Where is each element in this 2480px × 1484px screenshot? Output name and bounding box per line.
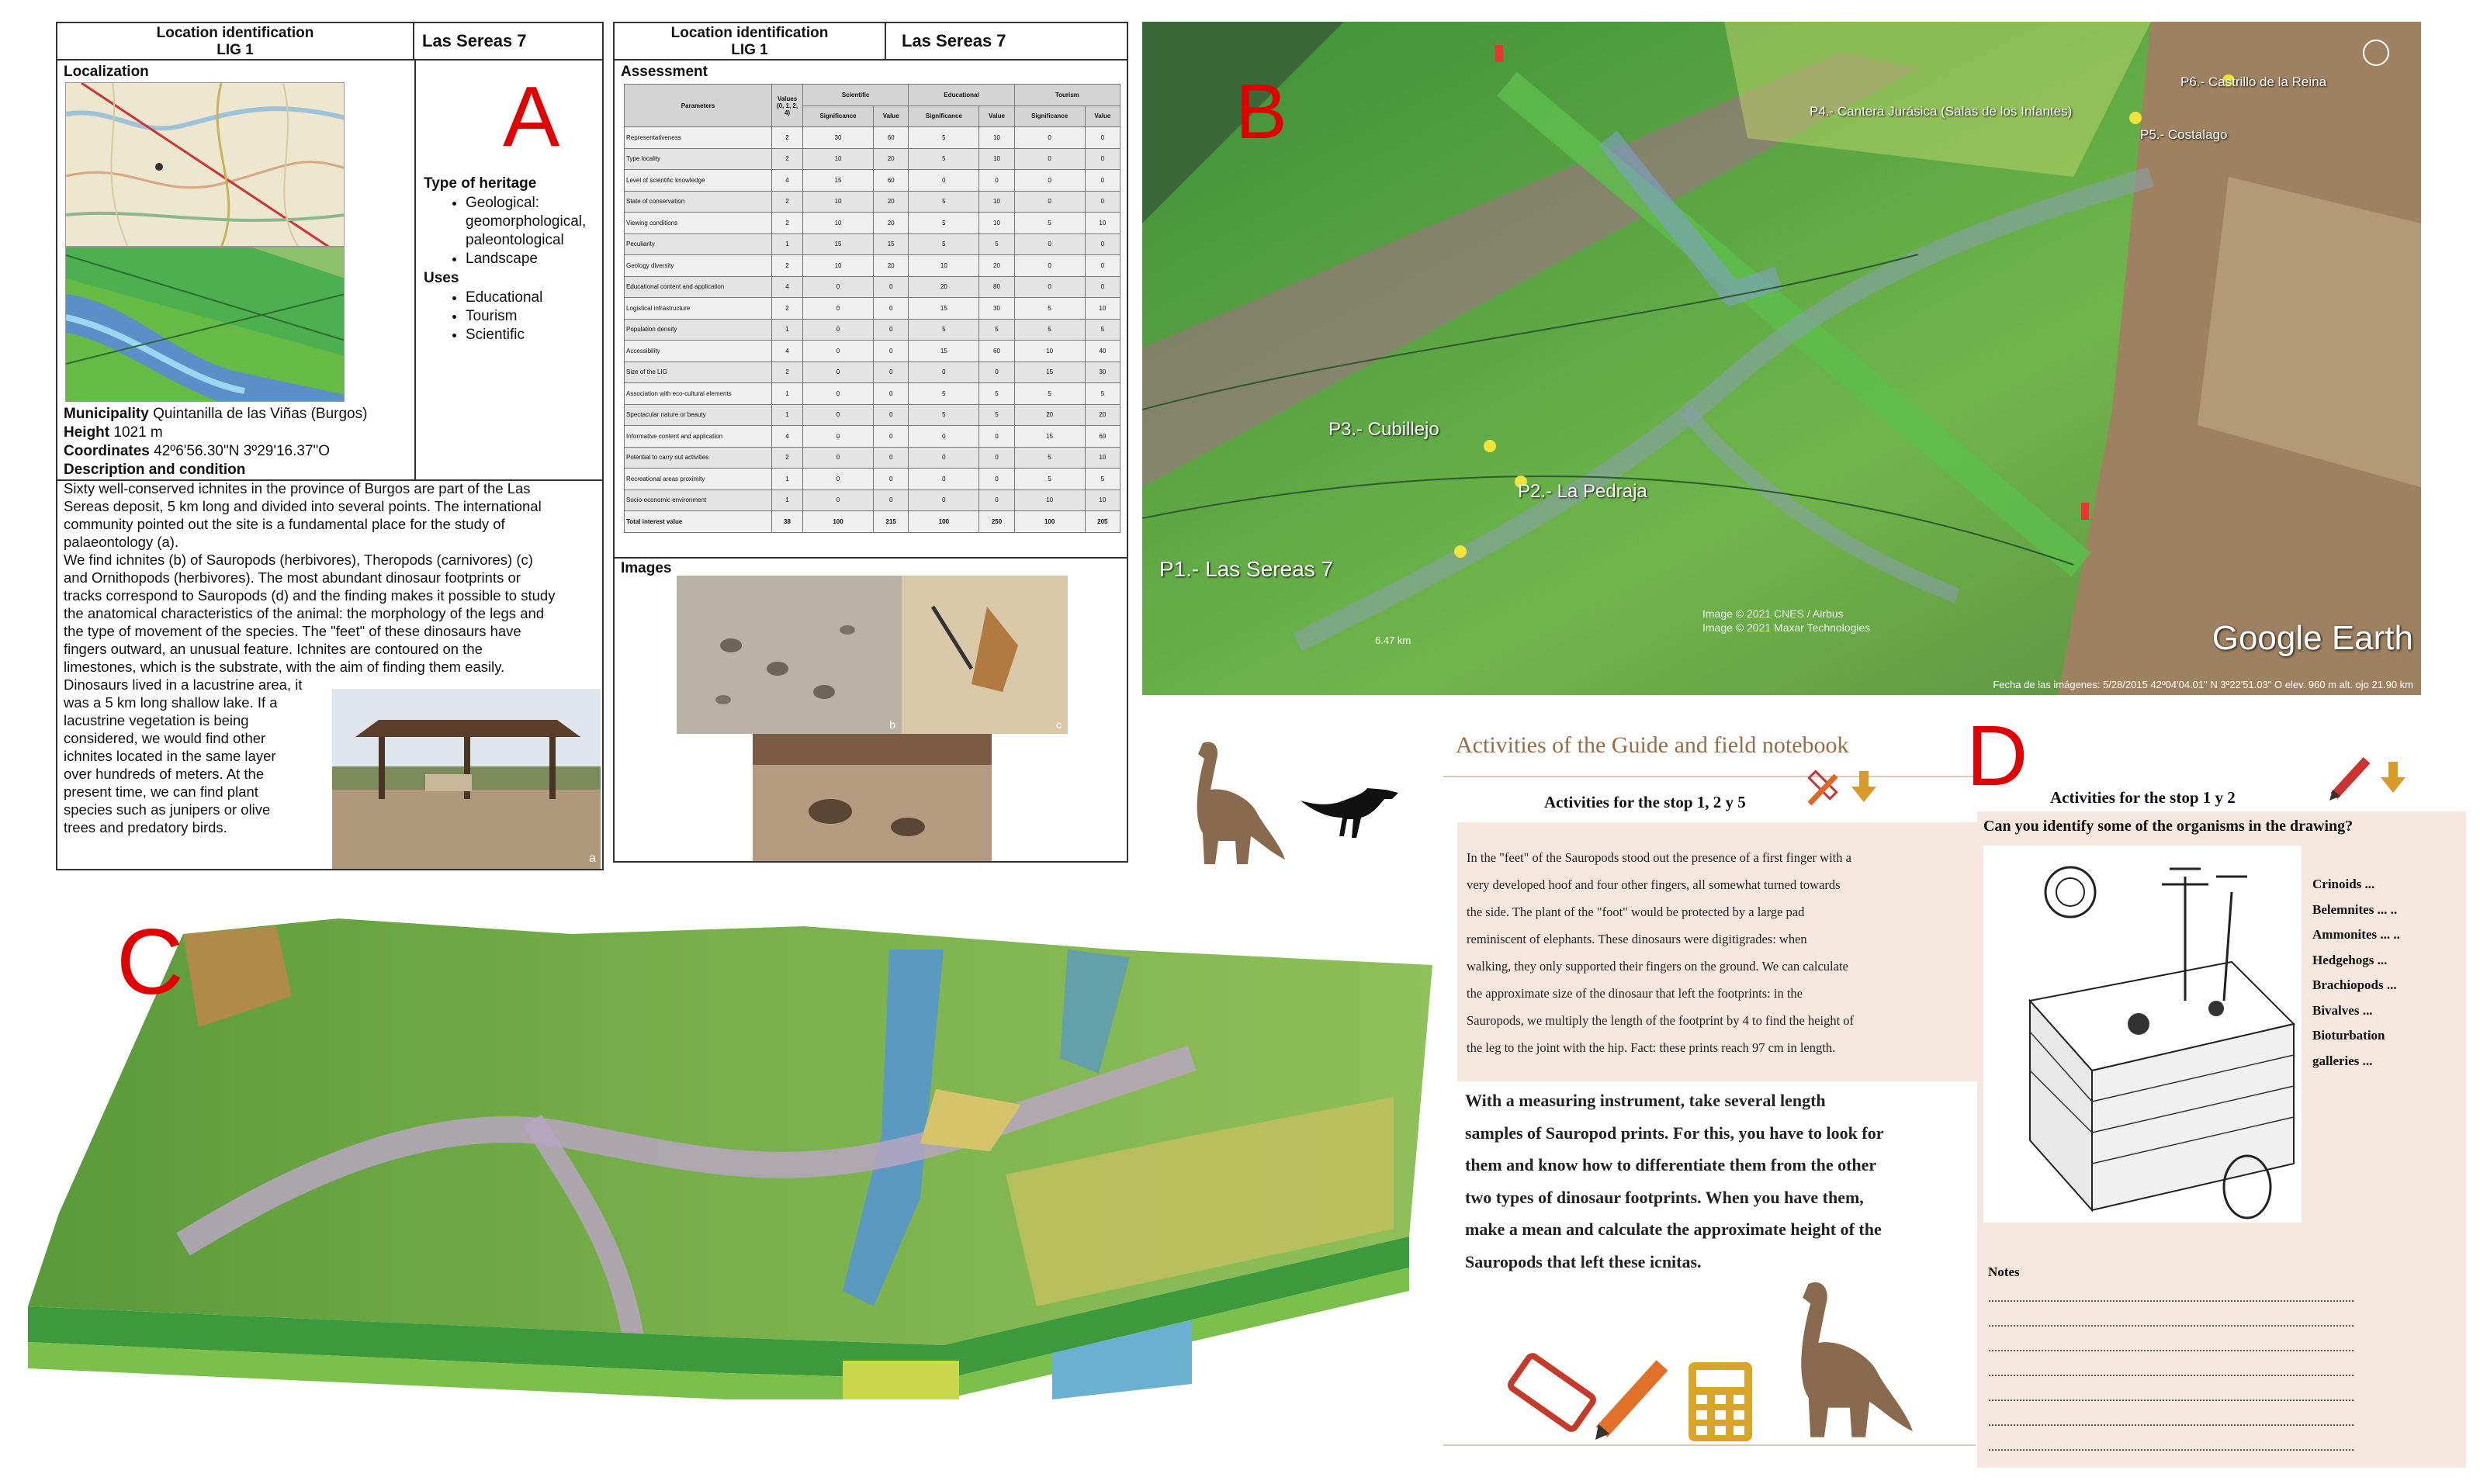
organism-item: Bioturbation (2312, 1028, 2385, 1043)
google-earth-view[interactable] (1142, 22, 2421, 695)
sauropod-feet-text: In the "feet" of the Sauropods stood out the presence of a first finger with a very developed hoof and four other fingers, all somewhat turned towards the side. The plant of the "foot" would be protected by a large pad reminiscent of elephants. These dinosaurs were digitigrades: when walking, they only supported their fingers on the ground. We can calculate the approximate size of the dinosaur that left the footprints: in the Sauropods, we multiply the length of the footprint by 4 to find the height of the leg to the joint with the hip. Fact: these prints reach 97 cm in length. (1467, 850, 1855, 1055)
assessment-row: Size of the LIG 2 0 0 0 0 15 30 (625, 361, 1121, 383)
panel-letter-c: C (116, 910, 184, 1014)
assessment-label: Assessment (621, 64, 708, 80)
description-label: Description and condition (64, 462, 246, 478)
panel-a-site-name: Las Sereas 7 (414, 23, 604, 61)
assessment-row: Association with eco-cultural elements 1 0 0 5 5 5 5 (625, 383, 1121, 405)
description-text-2: Dinosaurs lived in a lacustrine area, it was a 5 km long shallow lake. If a lacustrine vegetation is being considered, we would find other ichnites located in the same layer over hundreds of meters. At the present time, we can find plant species such as junipers or olive trees and predatory birds. (64, 676, 303, 835)
uses-item: • Educational (466, 289, 542, 307)
assessment-row: Educational content and application 4 0 0 20 80 0 0 (625, 276, 1121, 298)
organisms-question: Can you identify some of the organisms in the drawing? (1983, 818, 2354, 835)
notes-label: Notes (1988, 1264, 2020, 1279)
assessment-row: Population density 1 0 0 5 5 5 5 (625, 319, 1121, 341)
topographic-map-image (65, 82, 345, 247)
google-earth-watermark: Google Earth (2212, 619, 2413, 657)
municipality: Municipality Quintanilla de las Viñas (Burgos) (64, 406, 368, 422)
assessment-row: Geology diversity 2 10 20 10 20 0 0 (625, 255, 1121, 277)
ruler-pencil-icon (1802, 765, 1848, 811)
assessment-row: Total interest value 38 100 215 100 250 100 205 (625, 511, 1121, 533)
imagery-credits: Image © 2021 CNES / Airbus Image © 2021 Maxar Technologies (1702, 607, 1871, 634)
assessment-row: Peculiarity 1 15 15 5 5 0 0 (625, 233, 1121, 255)
heritage-item: geomorphological, (466, 213, 587, 230)
earth-terrain (1142, 22, 2421, 695)
assessment-row: Representativeness 2 30 60 5 10 0 0 (625, 127, 1121, 149)
sauropod-print-photo-d (753, 734, 992, 861)
organism-item: Brachiopods ... (2312, 977, 2397, 992)
heritage-item: paleontological (466, 232, 564, 248)
notes-lines[interactable]: ...................................................................................................................... ...................................................................................................................... ...................................................................................................................... ...................................................................................................................... ...................................................................................................................... ...................................................................................................................... ...................................................................................................................... (1988, 1292, 2354, 1454)
scale-bar: 6.47 km (1375, 635, 1411, 646)
organism-item: Ammonites ... .. (2312, 927, 2400, 942)
assessment-row: Type locality 2 10 20 5 10 0 0 (625, 148, 1121, 170)
activities-stop-1-2: Activities for the stop 1 y 2 (2050, 788, 2236, 807)
uses-label: Uses (424, 270, 459, 286)
assessment-site-name: Las Sereas 7 (886, 23, 1128, 61)
coordinates: Coordinates 42º6'56.30"N 3º29'16.37"O (64, 443, 331, 459)
assessment-row: Potential to carry out activities 2 0 0 0 0 5 10 (625, 447, 1121, 469)
dinosaur-icon-large (1769, 1272, 1917, 1443)
theropod-icon (1301, 782, 1401, 844)
organism-item: Crinoids ... (2312, 877, 2375, 891)
fossils-drawing (1983, 846, 2302, 1223)
pencil-icon (1591, 1350, 1676, 1443)
assessment-row: Accessibility 4 0 0 15 60 10 40 (625, 341, 1121, 362)
sauropod-icon (1172, 735, 1288, 867)
photo-label-a: a (589, 852, 596, 865)
uses-item: • Tourism (466, 307, 542, 326)
organism-item: Bivalves ... (2312, 1002, 2373, 1018)
pin-label-p5[interactable]: P5.- Costalago (2140, 127, 2228, 142)
assessment-table: Parameters Values (0, 1, 2, 4) Scientific Educational Tourism Significance Value Significance Value Significance Value Representativeness 2 30 60 5 10 0 0 Type locality 2 10 20 5 10 0 0 Level of scientific knowledge 4 15 60 0 0 0 0 State of conservation 2 10 20 5 10 0 0 Viewing conditions 2 10 20 5 10 5 10 Peculiarity 1 15 15 5 5 0 0 Geology diversity 2 10 20 10 20 0 0 Educational content and application 4 0 0 20 80 0 0 Logistical infrastructure 2 0 0 15 30 5 10 Population density 1 0 0 5 5 5 5 Accessibility 4 0 0 15 60 10 40 Size of the LIG 2 0 0 0 0 15 30 Association with eco-cultural elements 1 0 0 5 5 5 5 Spectacular nature or beauty 1 0 0 5 5 20 20 Informative content and application 4 0 0 0 0 15 60 Potential to carry out activities 2 0 0 0 0 5 10 Recreational areas proximity 1 0 0 0 0 5 5 Socio-economic environment 1 0 0 0 0 10 10 Total interest value 38 100 215 100 250 100 205 (624, 84, 1121, 533)
3d-geological-block-model (28, 903, 1440, 1399)
panel-a-assessment-sheet (613, 22, 1128, 863)
assessment-row: Informative content and application 4 0 0 0 0 15 60 (625, 426, 1121, 448)
geological-map-image (65, 247, 345, 402)
calculator-icon (1685, 1359, 1755, 1444)
panel-a-header: Location identification LIG 1 (57, 23, 414, 61)
guide-title: Activities of the Guide and field notebook (1456, 732, 1849, 758)
assessment-row: Level of scientific knowledge 4 15 60 0 0 0 0 (625, 170, 1121, 192)
assessment-row: Socio-economic environment 1 0 0 0 0 10 10 (625, 489, 1121, 511)
organisms-list (2312, 872, 2400, 1074)
pin-label-p4[interactable]: P4.- Cantera Jurásica (Salas de los Infantes) (1810, 104, 2073, 119)
panel-letter-b: B (1235, 68, 1287, 155)
pin-label-p1[interactable]: P1.- Las Sereas 7 (1159, 557, 1334, 581)
panel-letter-d: D (1966, 708, 2028, 804)
footprint-photo-c: c (902, 576, 1068, 734)
description-text: Sixty well-conserved ichnites in the province of Burgos are part of the Las Sereas deposit, 5 km long and divided into several points. The international community pointed out the site is a fundamental place for the study of palaeontology (a). We find ichnites (b) of Sauropods (herbivores), Theropods (carnivores) (c) and Ornithopods (herbivores). The most abundant dinosaur footprints or tracks correspond to Sauropods (d) and the finding makes it possible to study the anatomical characteristics of the animal: the morphology of the legs and the type of movement of the species. The "feet" of these dinosaurs have fingers outward, an unusual feature. Ichnites are contoured on the limestones, which is the substrate, with the aim of finding them easily. (64, 480, 556, 675)
assessment-header: Location identification LIG 1 (615, 23, 886, 61)
pin-label-p2[interactable]: P2.- La Pedraja (1518, 481, 1647, 502)
pencil-small-icon (2328, 752, 2374, 802)
status-bar: Fecha de las imágenes: 5/28/2015 42º04'04.01" N 3º22'51.03" O elev. 960 m alt. ojo 21.90 km (1993, 679, 2413, 690)
pin-label-p6[interactable]: P6.- Castrillo de la Reina (2180, 74, 2327, 89)
pin-label-p3[interactable]: P3.- Cubillejo (1328, 419, 1439, 440)
uses-item: • Scientific (466, 326, 542, 344)
ruler-icon (1498, 1350, 1598, 1443)
footprints-photo-b: b (677, 576, 902, 734)
heritage-item: • Landscape (466, 250, 586, 268)
organism-item: Belemnites ... .. (2312, 901, 2398, 917)
height: Height 1021 m (64, 424, 163, 441)
assessment-row: Recreational areas proximity 1 0 0 0 0 5 5 (625, 469, 1121, 490)
site-shelter-photo (332, 689, 601, 869)
arrow-down-icon (2378, 759, 2409, 797)
measuring-activity-text: With a measuring instrument, take several length samples of Sauropod prints. For this, you have to look for them and know how to differentiate them from the other two types of dinosaur footprints. When you have them, make a mean and calculate the approximate height of the Sauropods that left these icnitas. (1465, 1091, 1884, 1271)
notes-box[interactable] (1977, 1254, 2466, 1468)
heritage-label: Type of heritage (424, 175, 537, 192)
assessment-row: Logistical infrastructure 2 0 0 15 30 5 10 (625, 298, 1121, 320)
assessment-row: State of conservation 2 10 20 5 10 0 0 (625, 191, 1121, 213)
arrow-down-icon (1848, 768, 1879, 807)
assessment-row: Spectacular nature or beauty 1 0 0 5 5 20 20 (625, 404, 1121, 426)
assessment-row: Viewing conditions 2 10 20 5 10 5 10 (625, 213, 1121, 234)
panel-letter-a: A (503, 69, 560, 164)
heritage-item: • Geological: (466, 194, 586, 213)
organism-item: Hedgehogs ... (2312, 952, 2388, 967)
images-label: Images (621, 560, 672, 576)
organism-item: galleries ... (2312, 1053, 2373, 1068)
activities-stop-1-2-5: Activities for the stop 1, 2 y 5 (1544, 793, 1746, 811)
localization-label: Localization (64, 64, 149, 80)
